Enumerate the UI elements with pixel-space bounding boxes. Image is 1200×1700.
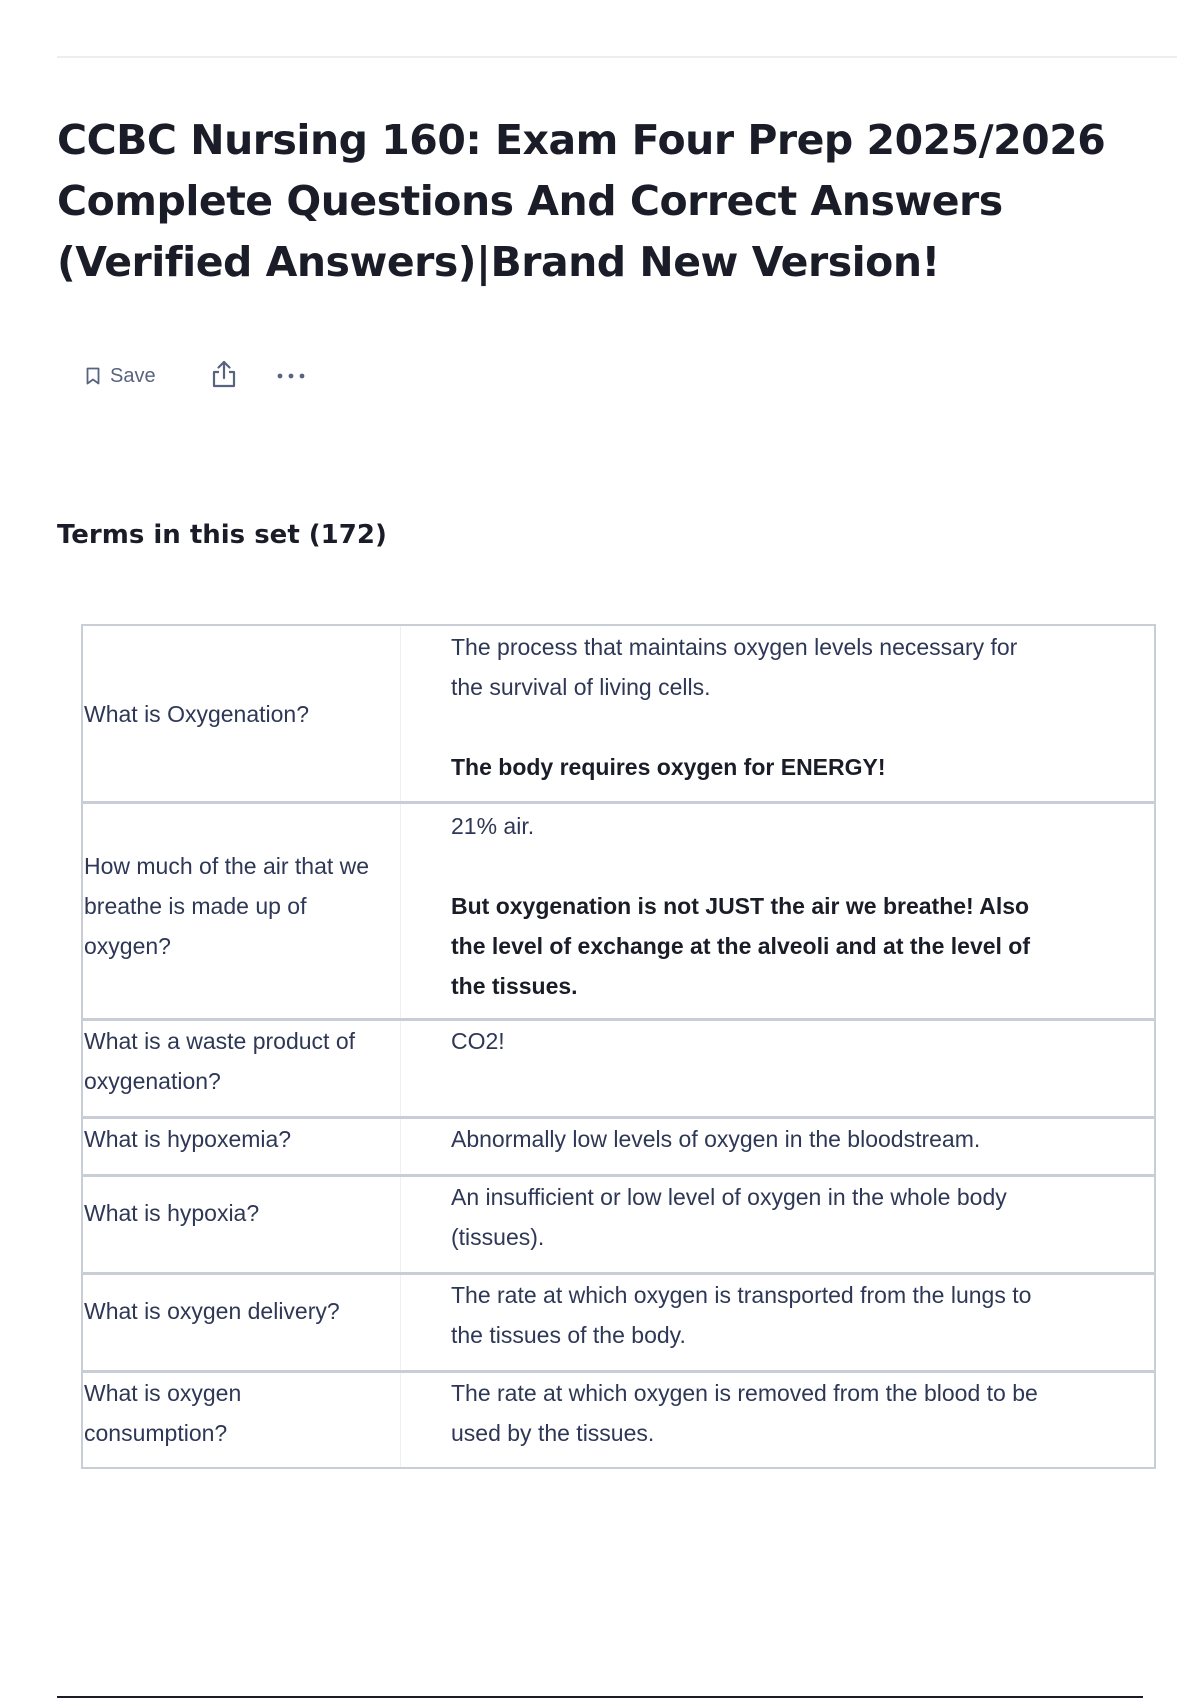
definition-cell bbox=[401, 1373, 1154, 1467]
top-divider bbox=[57, 56, 1177, 58]
term-row bbox=[83, 1373, 1154, 1467]
term-text: What is hypoxia? bbox=[83, 1177, 401, 1272]
definition-text: The rate at which oxygen is transported from the lungs to the tissues of the body. bbox=[451, 1282, 1032, 1348]
more-options-button[interactable] bbox=[276, 367, 306, 385]
share-button[interactable] bbox=[210, 359, 238, 394]
definition-cell bbox=[401, 804, 1154, 1018]
term-text: What is oxygen delivery? bbox=[83, 1275, 401, 1370]
term-row bbox=[83, 1275, 1154, 1373]
definition-text: 21% air. bbox=[451, 813, 535, 839]
bookmark-icon bbox=[86, 367, 100, 385]
page-title: CCBC Nursing 160: Exam Four Prep 2025/2026 Complete Questions And Correct Answers (Verified Answers)|Brand New Version! bbox=[57, 116, 1106, 286]
save-button[interactable] bbox=[86, 365, 156, 388]
term-row bbox=[83, 1177, 1154, 1275]
term-row bbox=[83, 1119, 1154, 1177]
term-text: What is oxygen consumption? bbox=[83, 1373, 401, 1467]
term-text: What is hypoxemia? bbox=[83, 1119, 401, 1174]
definition-cell bbox=[401, 1177, 1154, 1272]
definition-bold-text: But oxygenation is not JUST the air we breathe! Also the level of exchange at the alveoli and at the level of the tissues. bbox=[451, 893, 1031, 999]
definition-text: Abnormally low levels of oxygen in the bloodstream. bbox=[451, 1126, 981, 1152]
definition-text: The process that maintains oxygen levels necessary for the survival of living cells. bbox=[451, 634, 1018, 700]
definition-text: The rate at which oxygen is removed from the blood to be used by the tissues. bbox=[451, 1380, 1038, 1446]
terms-heading: Terms in this set (172) bbox=[57, 520, 387, 550]
bottom-divider bbox=[57, 1696, 1143, 1698]
term-row bbox=[83, 1021, 1154, 1119]
definition-text: An insufficient or low level of oxygen in the whole body (tissues). bbox=[451, 1184, 1007, 1250]
more-icon bbox=[276, 367, 306, 385]
term-text: What is Oxygenation? bbox=[83, 626, 401, 801]
term-text: What is a waste product of oxygenation? bbox=[83, 1021, 401, 1116]
definition-cell bbox=[401, 1119, 1154, 1174]
definition-bold-text: The body requires oxygen for ENERGY! bbox=[451, 754, 886, 780]
term-text: How much of the air that we breathe is made up of oxygen? bbox=[83, 804, 401, 1018]
definition-cell bbox=[401, 626, 1154, 801]
save-label: Save bbox=[110, 364, 156, 387]
term-row bbox=[83, 626, 1154, 804]
definition-text: CO2! bbox=[451, 1028, 505, 1054]
definition-cell bbox=[401, 1021, 1154, 1116]
terms-table bbox=[81, 624, 1156, 1469]
definition-cell bbox=[401, 1275, 1154, 1370]
term-row bbox=[83, 804, 1154, 1021]
share-icon bbox=[210, 359, 238, 394]
toolbar bbox=[86, 358, 306, 394]
